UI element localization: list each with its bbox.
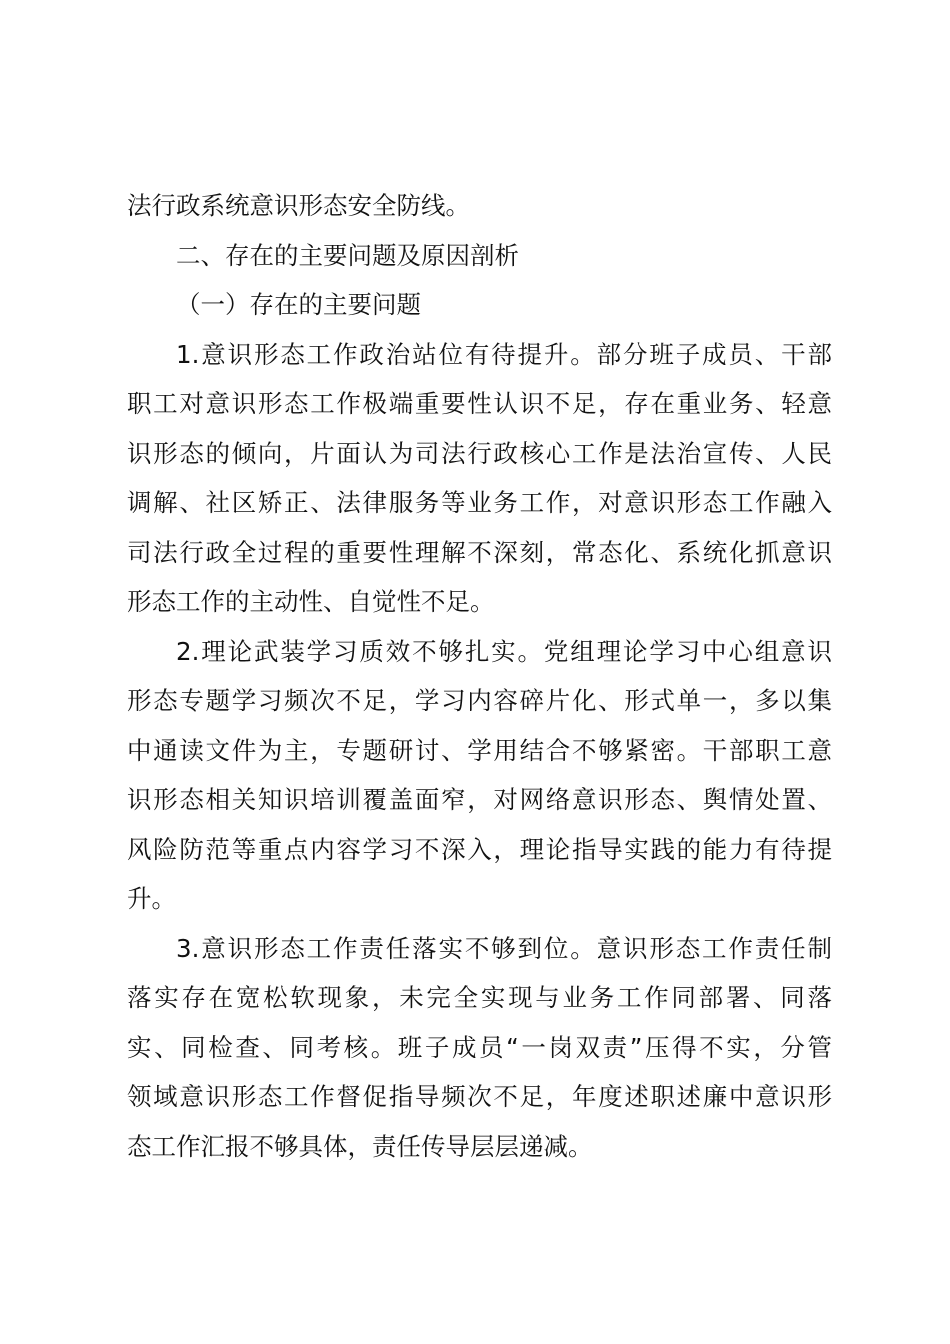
text-line: 法行政系统意识形态安全防线。	[127, 191, 470, 220]
text-line: 实、同检查、同考核。班子成员“一岗双责”压得不实，分管	[127, 1032, 832, 1062]
text-line: 形态工作的主动性、自觉性不足。	[127, 587, 495, 616]
section-heading	[127, 231, 832, 281]
text-line: 升。	[127, 884, 176, 913]
text-line: 领域意识形态工作督促指导频次不足，年度述职述廉中意识形	[127, 1082, 832, 1111]
paragraph-item-2	[127, 627, 832, 924]
text-line: 中通读文件为主，专题研讨、学用结合不够紧密。干部职工意	[127, 735, 832, 765]
text-line: 落实存在宽松软现象，未完全实现与业务工作同部署、同落	[127, 983, 832, 1012]
paragraph-item-3	[127, 924, 832, 1172]
text-line: 调解、社区矫正、法律服务等业务工作，对意识形态工作融入	[127, 488, 832, 517]
text-line: 态工作汇报不够具体，责任传导层层递减。	[127, 1131, 593, 1161]
text-line: 识形态相关知识培训覆盖面窄，对网络意识形态、舆情处置、	[127, 785, 832, 814]
text-line: 3.意识形态工作责任落实不够到位。意识形态工作责任制	[176, 933, 832, 963]
paragraph-item-1	[127, 330, 832, 627]
text-line: 司法行政全过程的重要性理解不深刻，常态化、系统化抓意识	[127, 537, 832, 567]
text-line: 识形态的倾向，片面认为司法行政核心工作是法治宣传、人民	[127, 438, 832, 468]
document-body	[127, 181, 832, 1171]
text-line: 1.意识形态工作政治站位有待提升。部分班子成员、干部	[176, 339, 832, 369]
text-line: 风险防范等重点内容学习不深入，理论指导实践的能力有待提	[127, 834, 832, 864]
text-line: 2.理论武装学习质效不够扎实。党组理论学习中心组意识	[176, 636, 832, 666]
text-line: 二、存在的主要问题及原因剖析	[176, 240, 519, 270]
text-line: 职工对意识形态工作极端重要性认识不足，存在重业务、轻意	[127, 389, 832, 418]
text-line: （一）存在的主要问题	[176, 290, 421, 319]
paragraph-continuation	[127, 181, 832, 231]
subsection-heading	[127, 280, 832, 330]
text-line: 形态专题学习频次不足，学习内容碎片化、形式单一，多以集	[127, 686, 832, 715]
